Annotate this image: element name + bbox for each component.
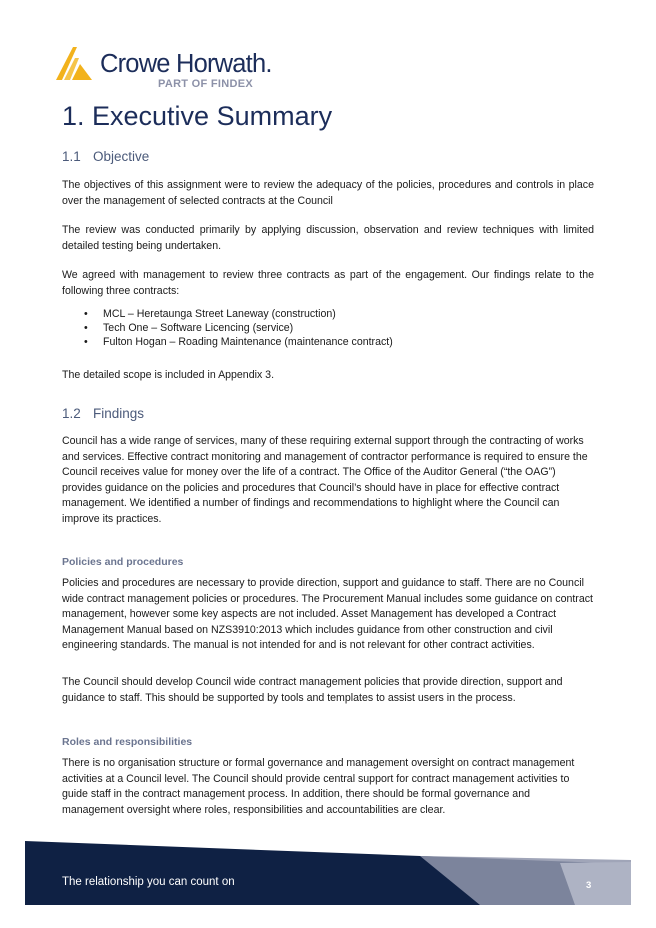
contracts-list [84, 307, 393, 349]
roles-paragraph-1: There is no organisation structure or formal governance and management oversight on contract management activities at a Council level. The Council should provide central support for contract management activities to guide staff in the contract management process. In addition, there should be formal governance and management oversight where roles, responsibilities and accountabilities are clear. [62, 757, 575, 816]
section-number: 1.1 [62, 149, 81, 164]
footer-band [0, 838, 656, 906]
scope-note: The detailed scope is included in Appendix 3. [62, 369, 275, 381]
crowe-logo-mark-icon [56, 46, 96, 82]
objective-paragraph-2: The review was conducted primarily by applying discussion, observation and review techniques with limited detailed testing being undertaken. [62, 224, 594, 252]
crowe-horwath-logo [56, 46, 272, 96]
footer-shape [0, 838, 656, 906]
list-item: • Tech One – Software Licencing (service) [84, 322, 294, 334]
objective-paragraph-3: We agreed with management to review three contracts as part of the engagement. Our findings relate to the following three contracts: [62, 269, 594, 297]
subheading-roles: Roles and responsibilities [62, 736, 193, 748]
footer-tagline: The relationship you can count on [62, 876, 235, 888]
section-title: Findings [93, 406, 145, 421]
section-heading-objective [62, 149, 149, 164]
policies-paragraph-2: The Council should develop Council wide contract management policies that provide direction, support and guidance to staff. This should be supported by tools and templates to assist users in the process. [62, 676, 563, 704]
section-heading-findings [62, 406, 144, 421]
page-number: 3 [586, 880, 592, 891]
bullet-icon: • [84, 308, 88, 320]
section-number: 1.2 [62, 406, 81, 421]
policies-paragraph-1: Policies and procedures are necessary to provide direction, support and guidance to staff. There are no Council wide contract management policies or procedures. The Procurement Manual includes some guidance on contract management, however some key aspects are not included. Asset Management has developed a Contract Management Manual based on NZS3910:2013 which includes guidance from other construction and civil engineering standards. The manual is not intended for and is not relevant for other contract activities. [62, 577, 593, 651]
page-title: 1. Executive Summary [62, 101, 333, 131]
list-item: • MCL – Heretaunga Street Laneway (construction) [84, 308, 336, 320]
bullet-icon: • [84, 336, 88, 348]
list-item: • Fulton Hogan – Roading Maintenance (maintenance contract) [84, 336, 393, 348]
objective-paragraph-1: The objectives of this assignment were to review the adequacy of the policies, procedures and controls in place over the management of selected contracts at the Council [62, 179, 594, 207]
section-title: Objective [93, 149, 150, 164]
bullet-icon: • [84, 322, 88, 334]
findings-intro: Council has a wide range of services, many of these requiring external support through the contracting of works and services. Effective contract monitoring and management of contractor performance is required to ensure the Council receives value for money over the life of a contract. The Office of the Auditor General (“the OAG”) provides guidance on the policies and procedures that Council’s should have in place for effective contract management. We identified a number of findings and recommendations to highlight where the Council can improve its practices. [62, 435, 588, 525]
logo-subtitle: PART OF FINDEX [158, 78, 254, 90]
logo-name: Crowe Horwath. [100, 50, 272, 78]
subheading-policies: Policies and procedures [62, 556, 184, 568]
